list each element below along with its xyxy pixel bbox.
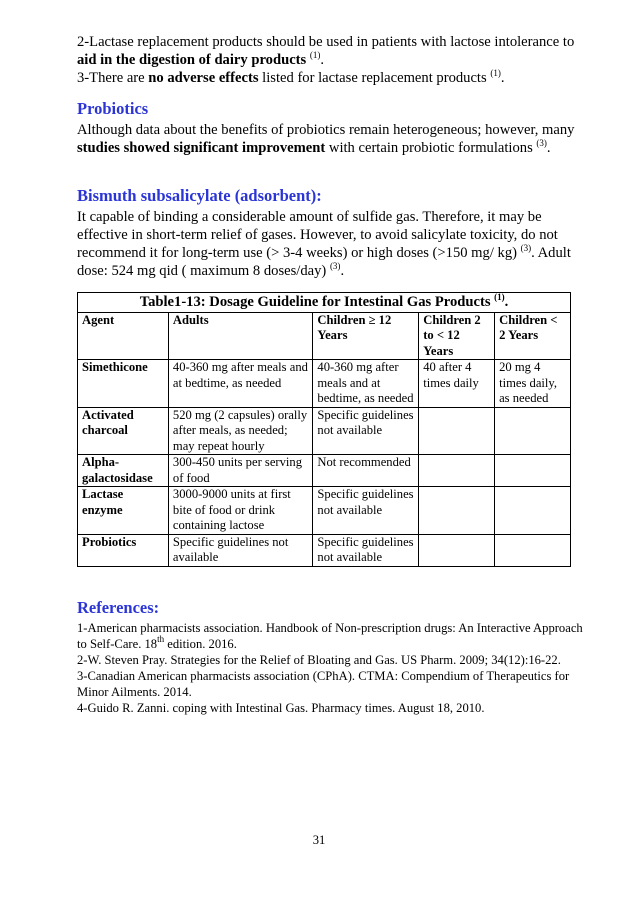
header-adults: Adults [168, 312, 312, 360]
table-cell: Specific guidelines not available [313, 487, 419, 535]
table-cell: Specific guidelines not available [168, 534, 312, 566]
table-cell: 3000-9000 units at first bite of food or drink containing lactose [168, 487, 312, 535]
table-row [78, 487, 571, 535]
probiotics-heading: Probiotics [77, 99, 149, 118]
header-agent: Agent [78, 312, 169, 360]
table-cell [495, 455, 571, 487]
table-caption-row [78, 293, 571, 313]
table-row [78, 455, 571, 487]
table-caption: Table1-13: Dosage Guideline for Intestinal Gas Products $^{(1)}$. [78, 293, 571, 313]
bismuth-heading: Bismuth subsalicylate (adsorbent): [77, 186, 322, 205]
table-row [78, 407, 571, 455]
reference-item: 4-Guido R. Zanni. coping with Intestinal Gas. Pharmacy times. August 18, 2010. [77, 701, 485, 715]
table-header-row [78, 312, 571, 360]
table-cell: 40 after 4 times daily [419, 360, 495, 408]
table-cell: Specific guidelines not available [313, 407, 419, 455]
intro-paragraph: 2-Lactase replacement products should be used in patients with lactose intolerance to aid in the digestion of dairy products $^{(1)}$. 3-There are no adverse effects listed for lactase replacement products $^{(1)}$. [77, 34, 575, 86]
table-row [78, 360, 571, 408]
table-cell: 40-360 mg after meals and at bedtime, as needed [168, 360, 312, 408]
table-cell: 520 mg (2 capsules) orally after meals, as needed; may repeat hourly [168, 407, 312, 455]
header-children-12-plus: Children ≥ 12 Years [313, 312, 419, 360]
table-cell [419, 407, 495, 455]
reference-item: 1-American pharmacists association. Handbook of Non-prescription drugs: An Interactive Approach to Self-Care. 18th edition. 2016. [77, 621, 583, 651]
bismuth-paragraph: It capable of binding a considerable amount of sulfide gas. Therefore, it may be effective in short-term relief of gases. However, to avoid salicylate toxicity, do not recommend it for long-term use (> 3-4 weeks) or high doses (>150 mg/ kg) $^{(3)}$. Adult dose: 524 mg qid ( maximum 8 doses/day) $^{(3)}$. [77, 209, 571, 279]
table-cell: Lactase enzyme [78, 487, 169, 535]
table-cell [419, 487, 495, 535]
table-cell: 20 mg 4 times daily, as needed [495, 360, 571, 408]
dosage-table [77, 292, 571, 567]
table-cell [495, 487, 571, 535]
reference-item: 3-Canadian American pharmacists association (CPhA). CTMA: Compendium of Therapeutics for Minor Ailments. 2014. [77, 669, 570, 699]
table-cell: 40-360 mg after meals and at bedtime, as needed [313, 360, 419, 408]
table-cell [419, 534, 495, 566]
table-cell: Simethicone [78, 360, 169, 408]
references-heading: References: [77, 598, 160, 617]
table-cell: Activated charcoal [78, 407, 169, 455]
table-cell: Probiotics [78, 534, 169, 566]
table-cell: Alpha-galactosidase [78, 455, 169, 487]
probiotics-paragraph: Although data about the benefits of probiotics remain heterogeneous; however, many studies showed significant improvement with certain probiotic formulations $^{(3)}$. [77, 122, 575, 156]
table-row [78, 534, 571, 566]
reference-item: 2-W. Steven Pray. Strategies for the Relief of Bloating and Gas. US Pharm. 2009; 34(12):16-22. [77, 653, 561, 667]
table-cell: 300-450 units per serving of food [168, 455, 312, 487]
references-list [77, 620, 587, 716]
header-children-2-to-12: Children 2 to < 12 Years [419, 312, 495, 360]
table-cell [495, 407, 571, 455]
table-cell: Not recommended [313, 455, 419, 487]
table-cell: Specific guidelines not available [313, 534, 419, 566]
table-cell [419, 455, 495, 487]
table-cell [495, 534, 571, 566]
page-number: 31 [312, 833, 326, 847]
header-children-under-2: Children < 2 Years [495, 312, 571, 360]
